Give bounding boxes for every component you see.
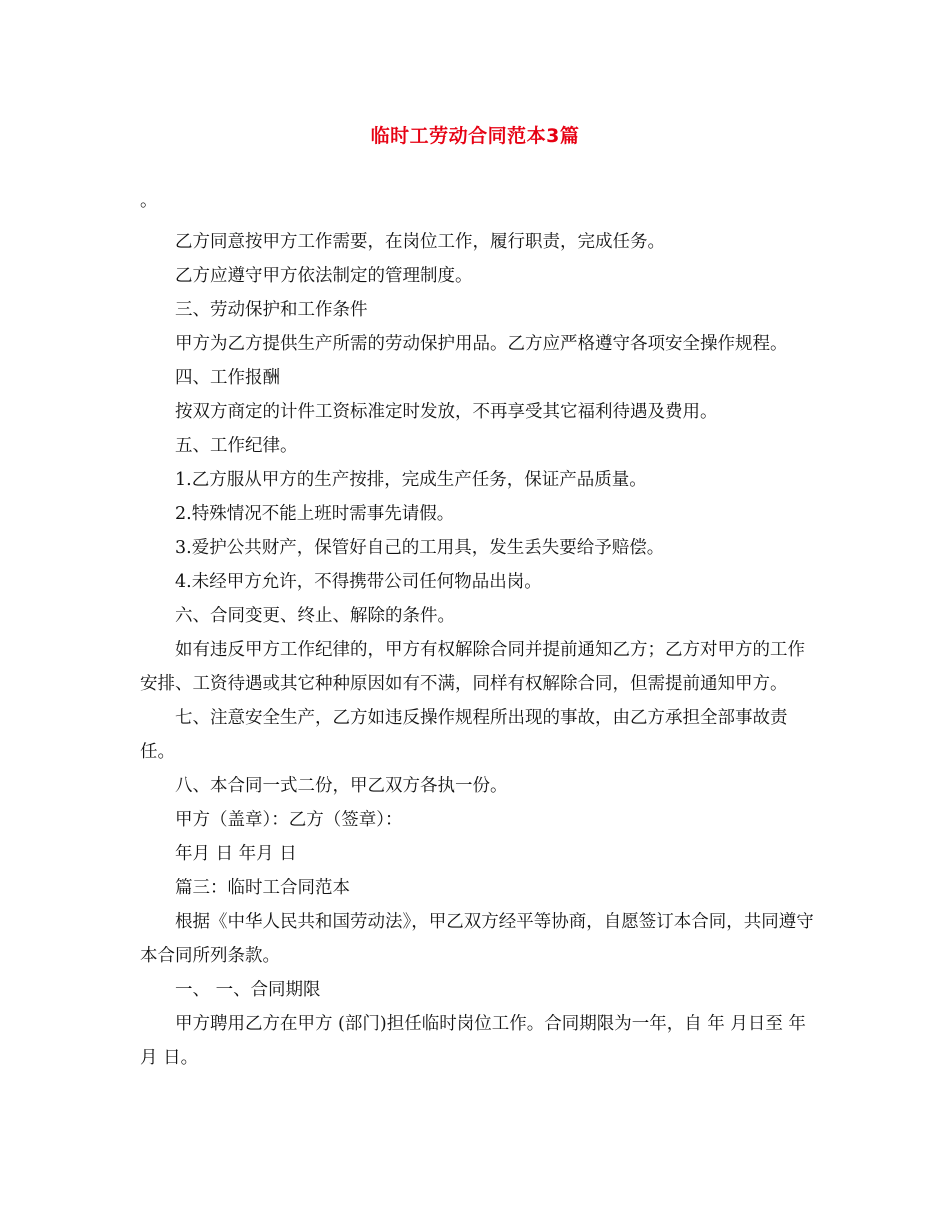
list-item: 4.未经甲方允许，不得携带公司任何物品出岗。 — [175, 572, 542, 592]
document-title: 临时工劳动合同范本3篇 — [370, 125, 580, 147]
section-heading: 三、劳动保护和工作条件 — [175, 300, 368, 320]
paragraph: 乙方同意按甲方工作需要，在岗位工作，履行职责，完成任务。 — [175, 232, 665, 252]
section-heading: 四、工作报酬 — [175, 368, 280, 388]
document-body — [140, 191, 820, 1075]
paragraph: 八、本合同一式二份，甲乙双方各执一份。 — [175, 776, 508, 796]
paragraph-fragment: 。 — [140, 191, 158, 211]
paragraph: 按双方商定的计件工资标准定时发放，不再享受其它福利待遇及费用。 — [175, 402, 718, 422]
paragraph: 七、注意安全生产，乙方如违反操作规程所出现的事故，由乙方承担全部事故责任。 — [140, 708, 788, 762]
paragraph: 甲方为乙方提供生产所需的劳动保护用品。乙方应严格遵守各项安全操作规程。 — [175, 334, 788, 354]
date-line: 年月 日 年月 日 — [175, 844, 297, 864]
paragraph: 甲方聘用乙方在甲方 (部门)担任临时岗位工作。合同期限为一年，自 年 月日至 年 月 日。 — [140, 1014, 806, 1068]
paragraph: 乙方应遵守甲方依法制定的管理制度。 — [175, 266, 473, 286]
list-item: 1.乙方服从甲方的生产按排，完成生产任务，保证产品质量。 — [175, 470, 647, 490]
list-item: 3.爱护公共财产，保管好自己的工用具，发生丢失要给予赔偿。 — [175, 538, 665, 558]
paragraph: 如有违反甲方工作纪律的，甲方有权解除合同并提前通知乙方；乙方对甲方的工作安排、工资待遇或其它种种原因如有不满，同样有权解除合同，但需提前通知甲方。 — [140, 640, 805, 694]
section-heading: 六、合同变更、终止、解除的条件。 — [175, 606, 455, 626]
list-item: 2.特殊情况不能上班时需事先请假。 — [175, 504, 455, 524]
paragraph: 根据《中华人民共和国劳动法》，甲乙双方经平等协商，自愿签订本合同，共同遵守本合同所列条款。 — [140, 912, 814, 966]
section-heading: 一、 一、合同期限 — [175, 980, 321, 1000]
signature-line: 甲方（盖章）：乙方（签章）： — [175, 810, 403, 830]
section-heading: 篇三：临时工合同范本 — [175, 878, 350, 898]
section-heading: 五、工作纪律。 — [175, 436, 298, 456]
